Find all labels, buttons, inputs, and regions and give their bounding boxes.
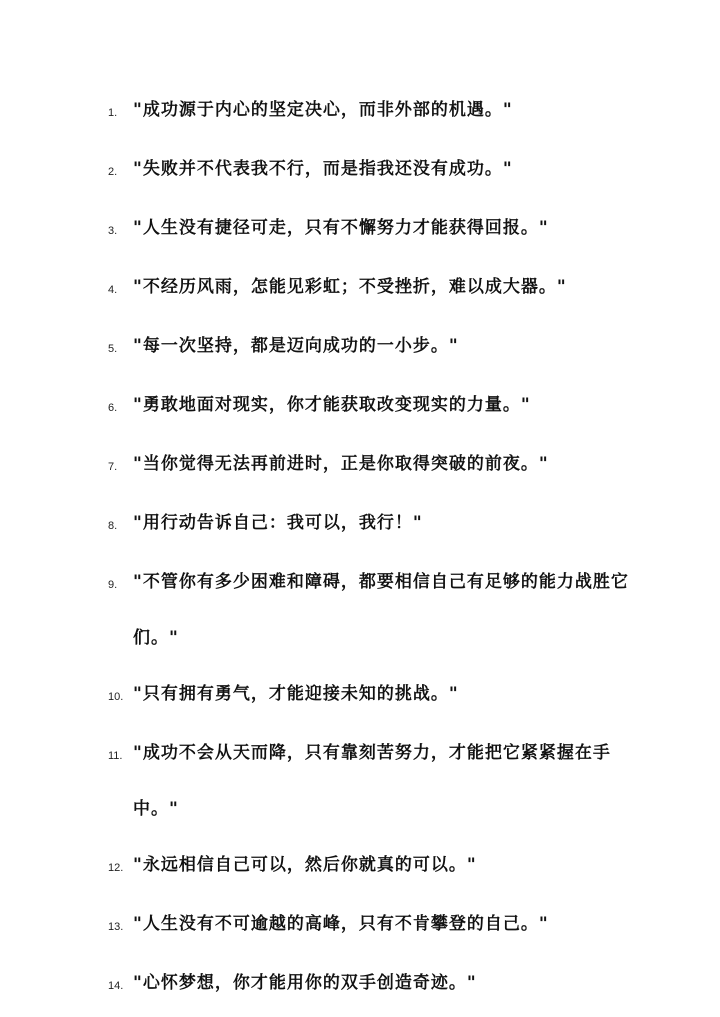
quote-text: "当你觉得无法再前进时，正是你取得突破的前夜。" <box>133 454 549 474</box>
item-number: 8. <box>108 520 118 532</box>
list-item <box>108 436 648 495</box>
item-number: 3. <box>108 225 118 237</box>
quote-text: "人生没有不可逾越的高峰，只有不肯攀登的自己。" <box>133 914 549 934</box>
item-number: 11. <box>108 750 123 762</box>
item-number: 2. <box>108 166 118 178</box>
quote-text: "心怀梦想，你才能用你的双手创造奇迹。" <box>133 973 477 993</box>
list-item <box>108 837 648 896</box>
item-number: 9. <box>108 579 118 591</box>
quote-text: "成功不会从天而降，只有靠刻苦努力，才能把它紧紧握在手中。" <box>133 743 611 819</box>
item-number: 1. <box>108 107 118 119</box>
quote-text: "每一次坚持，都是迈向成功的一小步。" <box>133 336 459 356</box>
quote-text: "失败并不代表我不行，而是指我还没有成功。" <box>133 159 513 179</box>
item-number: 4. <box>108 284 118 296</box>
list-item <box>108 666 648 725</box>
list-item <box>108 955 648 1014</box>
list-item <box>108 725 648 837</box>
quote-text: "勇敢地面对现实，你才能获取改变现实的力量。" <box>133 395 531 415</box>
item-number: 5. <box>108 343 118 355</box>
item-number: 13. <box>108 921 124 933</box>
quote-text: "不经历风雨，怎能见彩虹；不受挫折，难以成大器。" <box>133 277 567 297</box>
list-item <box>108 377 648 436</box>
list-item <box>108 259 648 318</box>
list-item <box>108 495 648 554</box>
item-number: 6. <box>108 402 118 414</box>
quote-list <box>108 82 648 1014</box>
quote-text: "人生没有捷径可走，只有不懈努力才能获得回报。" <box>133 218 549 238</box>
list-item <box>108 200 648 259</box>
item-number: 7. <box>108 461 118 473</box>
quote-text: "成功源于内心的坚定决心，而非外部的机遇。" <box>133 100 513 120</box>
quote-text: "只有拥有勇气，才能迎接未知的挑战。" <box>133 684 459 704</box>
list-item <box>108 141 648 200</box>
quote-text: "用行动告诉自己：我可以，我行！" <box>133 513 423 533</box>
item-number: 12. <box>108 862 124 874</box>
quote-text: "不管你有多少困难和障碍，都要相信自己有足够的能力战胜它们。" <box>133 572 629 648</box>
list-item <box>108 318 648 377</box>
item-number: 10. <box>108 691 124 703</box>
item-number: 14. <box>108 980 124 992</box>
list-item <box>108 554 648 666</box>
list-item <box>108 896 648 955</box>
quote-text: "永远相信自己可以，然后你就真的可以。" <box>133 855 477 875</box>
list-item <box>108 82 648 141</box>
